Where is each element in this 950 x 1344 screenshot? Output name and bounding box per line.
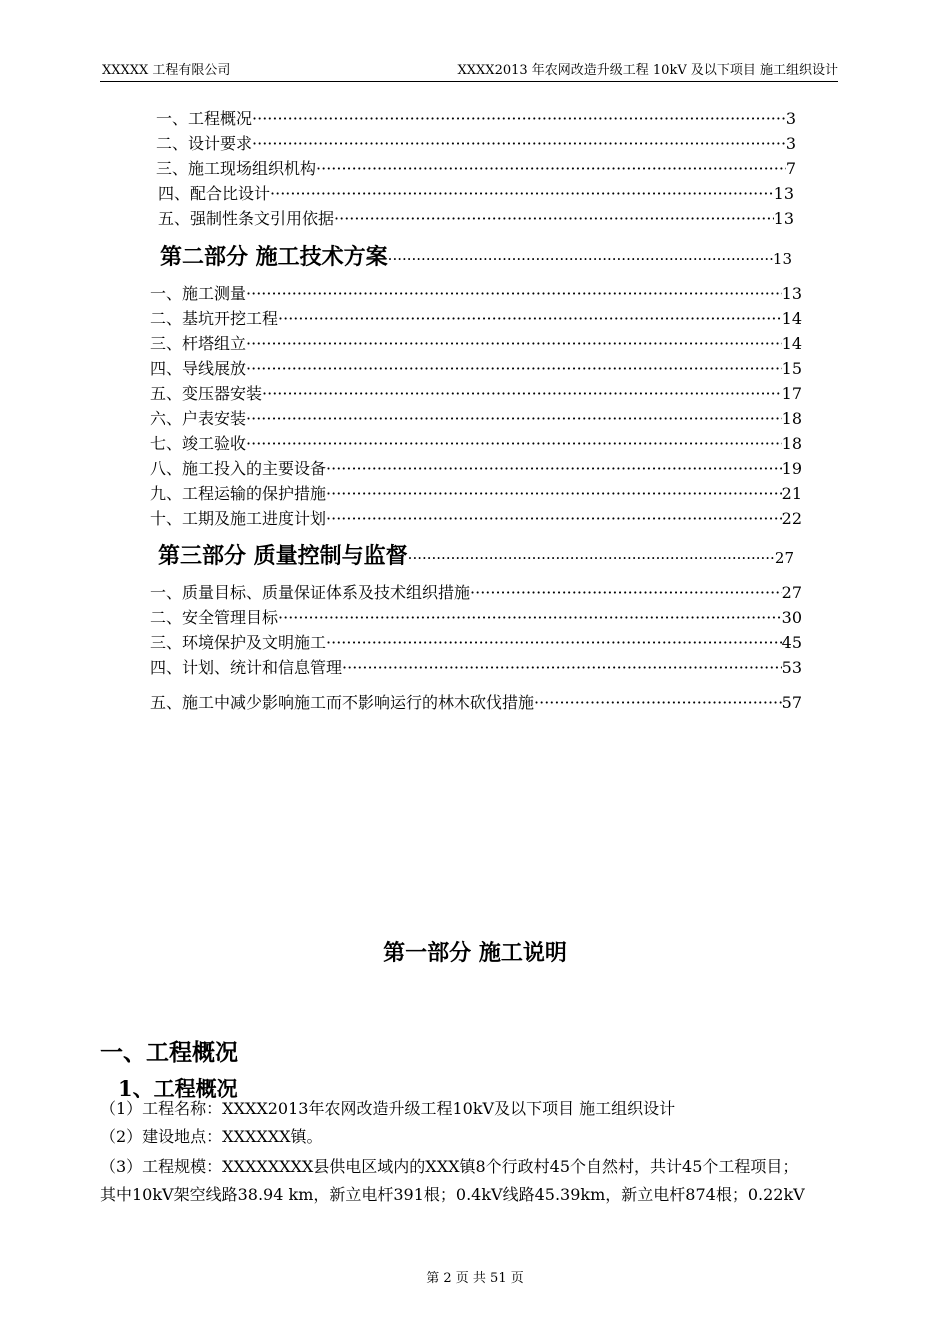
toc-part-page: 13 [772,250,792,268]
toc-entry[interactable] [150,358,802,380]
toc-entry-label: 四、计划、统计和信息管理 [150,658,343,677]
toc-entry-page: 15 [781,359,802,378]
toc-leader [326,632,782,654]
toc-entry-label: 一、工程概况 [156,109,253,128]
toc-entry[interactable] [150,632,802,654]
toc-entry-page: 30 [781,608,802,627]
toc-entry[interactable] [150,383,802,405]
toc-leader [534,692,782,714]
toc-part-heading[interactable] [160,242,792,272]
toc-entry[interactable] [150,692,802,714]
toc-leader [388,244,773,274]
toc-entry-label: 二、设计要求 [156,134,253,153]
toc-leader [326,483,782,505]
toc-leader [278,607,782,629]
toc-entry-page: 3 [785,134,796,153]
toc-entry-label: 十、工期及施工进度计划 [150,509,327,528]
toc-leader [470,582,782,604]
toc-entry-page: 13 [773,184,794,203]
section-heading: 一、工程概况 [100,1039,238,1066]
toc-entry-page: 14 [781,334,802,353]
toc-leader [246,408,782,430]
toc-entry-page: 22 [781,509,802,528]
toc-leader [246,333,782,355]
toc-entry-label: 六、户表安装 [150,409,247,428]
toc-leader [252,108,786,130]
toc-entry-label: 二、基坑开挖工程 [150,309,279,328]
paragraph-line: （3）工程规模：XXXXXXXX县供电区域内的XXX镇8个行政村45个自然村，共计45个工程项目； [100,1157,799,1176]
toc-leader [408,543,775,573]
toc-entry-label: 五、变压器安装 [150,384,263,403]
toc-leader [246,433,782,455]
toc-entry-page: 53 [781,658,802,677]
toc-leader [278,308,782,330]
toc-entry-page: 21 [781,484,802,503]
toc-leader [246,358,782,380]
toc-part-label: 第三部分 质量控制与监督 [158,543,408,569]
toc-entry[interactable] [150,408,802,430]
toc-entry-page: 45 [781,633,802,652]
toc-part-label: 第二部分 施工技术方案 [160,244,388,270]
toc-entry[interactable] [150,458,802,480]
toc-part-page: 27 [774,549,794,567]
toc-entry-page: 18 [781,434,802,453]
toc-entry-label: 三、环境保护及文明施工 [150,633,327,652]
toc-entry-label: 八、施工投入的主要设备 [150,459,327,478]
toc-entry[interactable] [150,308,802,330]
toc-part-heading[interactable] [158,541,794,571]
toc-entry-label: 一、质量目标、质量保证体系及技术组织措施 [150,583,471,602]
toc-entry-page: 13 [773,209,794,228]
toc-leader [270,183,774,205]
toc-entry[interactable] [150,607,802,629]
paragraph-line: 其中10kV架空线路38.94 km，新立电杆391根；0.4kV线路45.39km，新立电杆874根；0.22kV [100,1185,805,1204]
toc-entry-page: 57 [781,693,802,712]
toc-leader [316,158,786,180]
toc-entry[interactable] [158,208,794,230]
toc-entry-label: 二、安全管理目标 [150,608,279,627]
toc-entry-label: 三、杆塔组立 [150,334,247,353]
toc-entry[interactable] [150,283,802,305]
toc-entry-label: 五、强制性条文引用依据 [158,209,335,228]
toc-entry-label: 三、施工现场组织机构 [156,159,317,178]
toc-entry[interactable] [150,333,802,355]
toc-entry-label: 五、施工中减少影响施工而不影响运行的林木砍伐措施 [150,693,535,712]
paragraph-line: （1）工程名称：XXXX2013年农网改造升级工程10kV及以下项目 施工组织设计 [100,1099,676,1118]
toc-entry[interactable] [156,158,796,180]
toc-entry-page: 7 [785,159,796,178]
toc-entry[interactable] [150,582,802,604]
toc-entry-page: 3 [785,109,796,128]
paragraph-line: （2）建设地点：XXXXXX镇。 [100,1127,323,1146]
header-company: XXXXX 工程有限公司 [102,63,231,78]
page-number-footer: 第 2 页 共 51 页 [426,1271,524,1286]
toc-leader [252,133,786,155]
toc-entry-label: 一、施工测量 [150,284,247,303]
toc-entry-page: 14 [781,309,802,328]
subsection-heading: 1、工程概况 [118,1076,238,1101]
toc-leader [262,383,782,405]
toc-entry-page: 27 [781,583,802,602]
toc-entry-page: 19 [781,459,802,478]
toc-entry-label: 四、配合比设计 [158,184,271,203]
toc-entry-label: 七、竣工验收 [150,434,247,453]
toc-entry[interactable] [150,433,802,455]
part-title: 第一部分 施工说明 [383,940,567,966]
toc-entry[interactable] [150,483,802,505]
header-divider [100,81,838,82]
toc-entry-page: 18 [781,409,802,428]
toc-entry-label: 四、导线展放 [150,359,247,378]
toc-entry[interactable] [150,657,802,679]
toc-leader [326,508,782,530]
toc-leader [334,208,774,230]
toc-entry-page: 17 [781,384,802,403]
toc-entry-page: 13 [781,284,802,303]
toc-entry[interactable] [156,108,796,130]
toc-entry[interactable] [156,133,796,155]
toc-entry[interactable] [150,508,802,530]
toc-leader [326,458,782,480]
header-project-title: XXXX2013 年农网改造升级工程 10kV 及以下项目 施工组织设计 [457,63,838,78]
toc-entry-label: 九、工程运输的保护措施 [150,484,327,503]
toc-leader [246,283,782,305]
toc-entry[interactable] [158,183,794,205]
toc-leader [342,657,782,679]
